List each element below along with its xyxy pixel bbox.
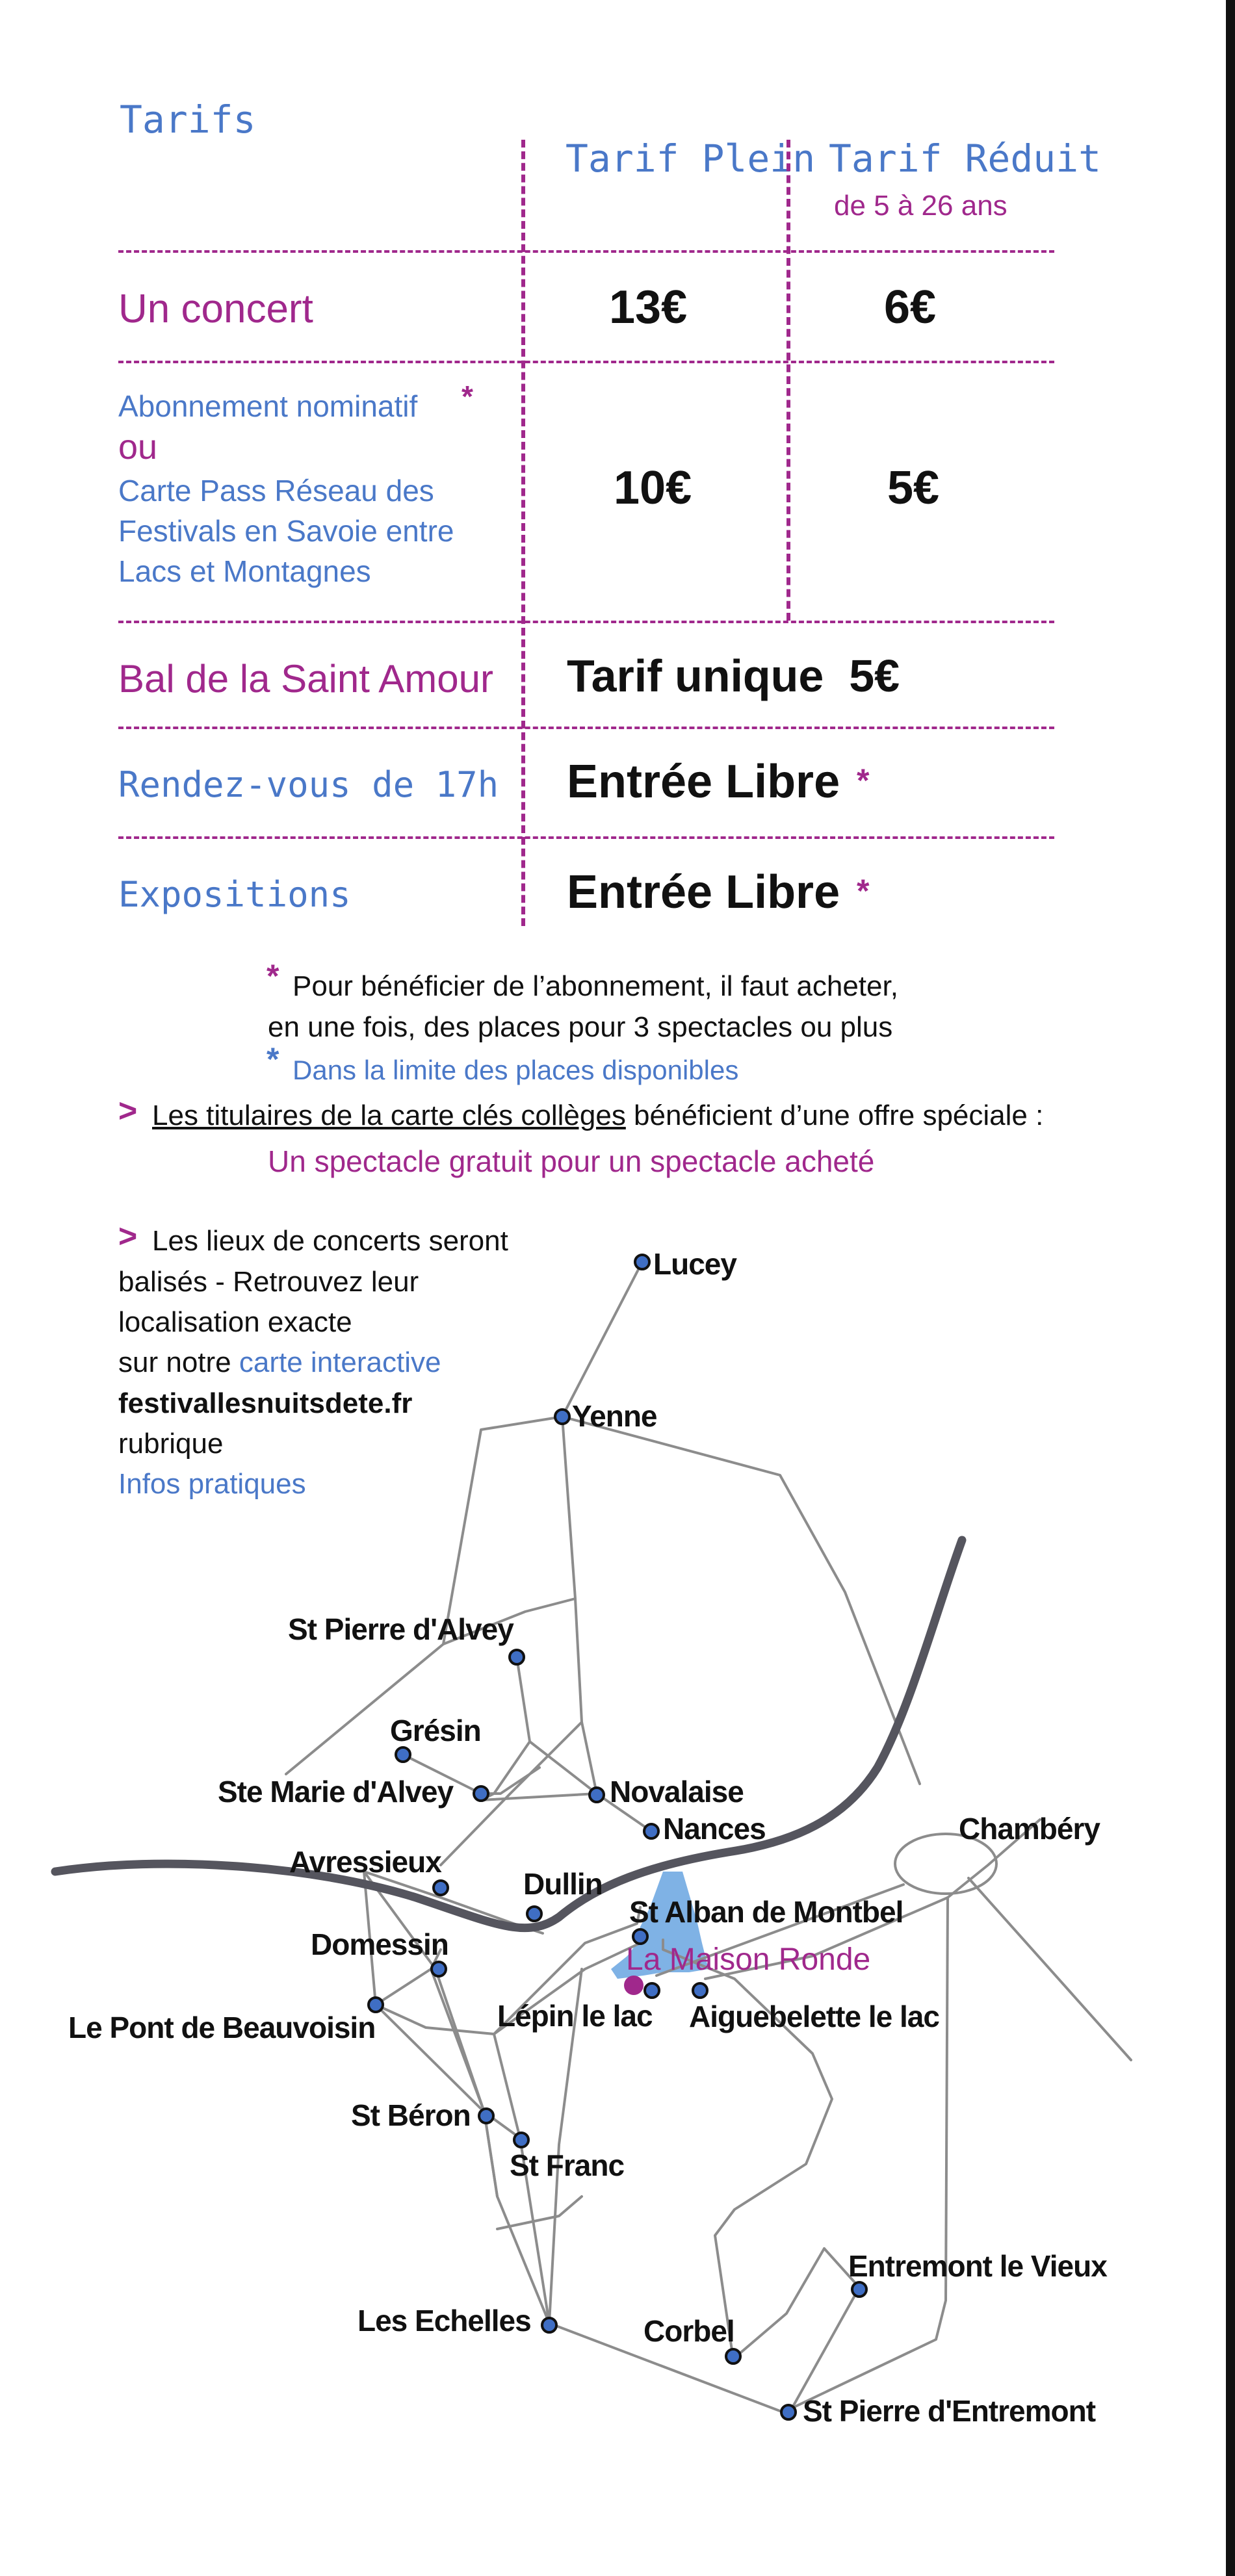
town-st-beron: St Béron <box>351 2098 471 2132</box>
row-concert-full: 13€ <box>609 281 688 333</box>
row-rdv-star: * <box>857 762 870 799</box>
row-bal-value: Tarif unique 5€ <box>567 650 900 701</box>
town-lucey: Lucey <box>653 1247 736 1281</box>
note-line-3: Dans la limite des places disponibles <box>292 1055 739 1085</box>
town-pont-beauvoisin: Le Pont de Beauvoisin <box>68 2011 376 2044</box>
town-entremont-vieux: Entremont le Vieux <box>848 2249 1107 2283</box>
note-line-1: Pour bénéficier de l’abonnement, il faut acheter, <box>292 970 898 1002</box>
town-nances: Nances <box>663 1812 766 1846</box>
col-header-reduced-sub: de 5 à 26 ans <box>834 190 1008 222</box>
row-subscription-star: * <box>462 380 473 413</box>
venues-line-6: rubrique <box>118 1428 224 1460</box>
note-line-2: en une fois, des places pour 3 spectacles ou plus <box>268 1011 893 1043</box>
node-dullin <box>527 1907 541 1921</box>
row-subscription-label-2: Carte Pass Réseau des <box>118 474 434 508</box>
node-lepin <box>645 1983 659 1998</box>
col-header-reduced: Tarif Réduit <box>829 136 1102 181</box>
node-yenne <box>555 1410 569 1424</box>
website-url[interactable]: festivallesnuitsdete.fr <box>118 1387 413 1419</box>
town-st-pierre-entremont: St Pierre d'Entremont <box>803 2394 1096 2428</box>
offer-line: Un spectacle gratuit pour un spectacle acheté <box>268 1144 875 1178</box>
town-chambery: Chambéry <box>959 1812 1100 1846</box>
town-gresin: Grésin <box>390 1714 481 1747</box>
node-domessin <box>432 1962 446 1976</box>
road <box>562 1417 920 1784</box>
row-expo-label: Expositions <box>118 874 351 915</box>
row-subscription-label-4: Lacs et Montagnes <box>118 554 371 588</box>
col-header-full: Tarif Plein <box>566 136 816 181</box>
town-yenne: Yenne <box>572 1399 657 1433</box>
row-expo-value: Entrée Libre <box>567 866 840 918</box>
row-subscription-or: ou <box>118 428 158 467</box>
node-st-pierre-entremont <box>781 2405 796 2419</box>
row-subscription-reduced: 5€ <box>887 462 940 514</box>
town-ste-marie-alvey: Ste Marie d'Alvey <box>218 1775 454 1809</box>
practical-info-link[interactable]: Infos pratiques <box>118 1468 306 1500</box>
interactive-map-link[interactable]: carte interactive <box>239 1346 441 1378</box>
row-expo-star: * <box>857 873 870 909</box>
node-les-echelles <box>542 2318 556 2332</box>
node-st-beron <box>479 2109 493 2123</box>
node-st-franc <box>514 2133 528 2147</box>
road <box>562 1262 642 1417</box>
row-subscription-full: 10€ <box>614 462 692 514</box>
node-novalaise <box>590 1788 604 1802</box>
row-subscription-label-1: Abonnement nominatif <box>118 389 418 423</box>
node-ste-marie-alvey <box>474 1786 488 1801</box>
town-les-echelles: Les Echelles <box>358 2304 531 2338</box>
node-maison-ronde <box>624 1976 644 1995</box>
node-st-pierre-alvey <box>510 1650 524 1664</box>
note-star-1: * <box>266 958 280 994</box>
node-lucey <box>635 1255 649 1269</box>
node-corbel <box>726 2349 740 2363</box>
row-rdv-label: Rendez-vous de 17h <box>118 764 499 805</box>
college-card-link[interactable]: Les titulaires de la carte clés collèges <box>152 1100 626 1131</box>
town-novalaise: Novalaise <box>610 1775 744 1809</box>
college-rest: bénéficient d’une offre spéciale : <box>625 1100 1044 1131</box>
note-star-2: * <box>266 1041 280 1077</box>
road <box>431 1969 484 2112</box>
venues-line-4-text: sur notre <box>118 1346 239 1378</box>
arrow-icon: > <box>118 1218 138 1254</box>
town-lepin: Lépin le lac <box>497 1999 653 2033</box>
road <box>968 1878 1131 2060</box>
node-avressieux <box>434 1881 448 1895</box>
venues-line-2: balisés - Retrouvez leur <box>118 1266 419 1298</box>
town-dullin: Dullin <box>523 1867 603 1901</box>
town-domessin: Domessin <box>311 1927 448 1961</box>
node-gresin <box>396 1747 410 1762</box>
node-aiguebelette <box>693 1983 707 1998</box>
node-entremont-vieux <box>852 2282 866 2297</box>
node-nances <box>644 1824 658 1838</box>
town-avressieux: Avressieux <box>289 1845 441 1879</box>
highway <box>55 1540 962 1928</box>
town-aiguebelette: Aiguebelette le lac <box>689 2000 939 2033</box>
tariffs-heading: Tarifs <box>120 97 256 142</box>
town-maison-ronde: La Maison Ronde <box>626 1942 871 1977</box>
row-subscription-label-3: Festivals en Savoie entre <box>118 514 454 548</box>
row-concert-reduced: 6€ <box>884 281 937 333</box>
venues-line-3: localisation exacte <box>118 1306 352 1338</box>
road <box>733 2248 859 2359</box>
row-concert-label: Un concert <box>118 287 313 331</box>
row-bal-label: Bal de la Saint Amour <box>118 657 494 701</box>
venues-line-1: Les lieux de concerts seront <box>152 1225 508 1257</box>
row-rdv-value: Entrée Libre <box>567 756 840 808</box>
town-st-pierre-alvey: St Pierre d'Alvey <box>288 1612 514 1646</box>
town-st-franc: St Franc <box>510 2148 625 2182</box>
town-corbel: Corbel <box>644 2314 734 2348</box>
town-st-alban: St Alban de Montbel <box>629 1895 904 1929</box>
arrow-icon: > <box>118 1092 138 1129</box>
